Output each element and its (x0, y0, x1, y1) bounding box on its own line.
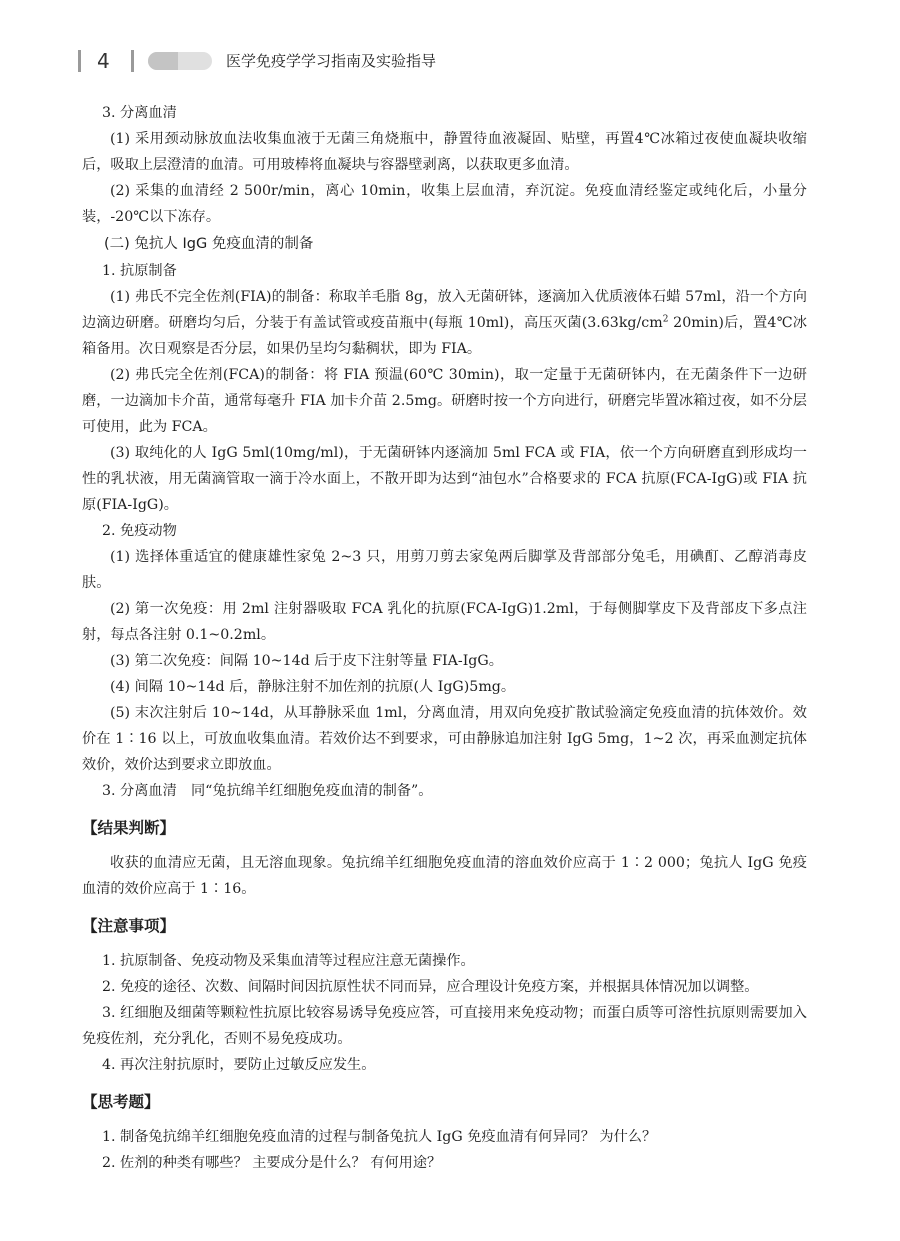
list-item: 1. 制备兔抗绵羊红细胞免疫血清的过程与制备兔抗人 IgG 免疫血清有何异同？ 为什么？ (102, 1129, 657, 1145)
paragraph: (3) 第二次免疫：间隔 10~14d 后于皮下注射等量 FIA-IgG。 (110, 653, 503, 669)
results-heading: 【结果判断】 (82, 819, 176, 837)
paragraph: (5) 末次注射后 10~14d，从耳静脉采血 1ml，分离血清，用双向免疫扩散试验滴定免疫血清的抗体效价。效价在 1∶16 以上，可放血收集血清。若效价达不到要求，可由静脉追加注射 IgG 5mg，1~2 次，再采血测定抗体效价，效价达到要求立即放血。 (82, 705, 807, 773)
list-item: 2. 佐剂的种类有哪些？ 主要成分是什么？ 有何用途？ (102, 1155, 442, 1171)
subsection-heading: 2. 免疫动物 (102, 523, 177, 539)
paragraph: (2) 第一次免疫：用 2ml 注射器吸取 FCA 乳化的抗原(FCA-IgG)1.2ml，于每侧脚掌皮下及背部皮下多点注射，每点各注射 0.1~0.2ml。 (82, 601, 807, 643)
subsection-heading: 3. 分离血清 (102, 105, 177, 121)
questions-heading: 【思考题】 (82, 1093, 160, 1111)
paragraph (82, 284, 807, 362)
paragraph: (3) 取纯化的人 IgG 5ml(10mg/ml)，于无菌研钵内逐滴加 5ml FCA 或 FIA，依一个方向研磨直到形成均一性的乳状液，用无菌滴管取一滴于冷水面上，不散开即为达到“油包水”合格要求的 FCA 抗原(FCA-IgG)或 FIA 抗原(FIA-IgG)。 (82, 445, 807, 513)
book-title: 医学免疫学学习指南及实验指导 (226, 52, 437, 70)
superscript: 2 (662, 314, 669, 325)
list-item: 4. 再次注射抗原时，要防止过敏反应发生。 (102, 1057, 376, 1073)
paragraph: 收获的血清应无菌，且无溶血现象。兔抗绵羊红细胞免疫血清的溶血效价应高于 1∶2 000；兔抗人 IgG 免疫血清的效价应高于 1∶16。 (82, 855, 807, 897)
paragraph-text: 20min)后，置4℃冰箱备用。次日观察是否分层，如果仍呈均匀黏稠状，即为 FIA。 (82, 315, 807, 357)
paragraph: (1) 采用颈动脉放血法收集血液于无菌三角烧瓶中，静置待血液凝固、贴壁，再置4℃冰箱过夜使血凝块收缩后，吸取上层澄清的血清。可用玻棒将血凝块与容器壁剥离，以获取更多血清。 (82, 131, 807, 173)
page-number: 4 (97, 49, 110, 73)
list-item: 1. 抗原制备、免疫动物及采集血清等过程应注意无菌操作。 (102, 953, 475, 969)
paragraph: (2) 采集的血清经 2 500r/min，离心 10min，收集上层血清，弃沉淀。免疫血清经鉴定或纯化后，小量分装，-20℃以下冻存。 (82, 183, 807, 225)
subsection-heading: 3. 分离血清 同“兔抗绵羊红细胞免疫血清的制备”。 (102, 783, 433, 799)
paragraph: (2) 弗氏完全佐剂(FCA)的制备：将 FIA 预温(60℃ 30min)，取一定量于无菌研钵内，在无菌条件下一边研磨，一边滴加卡介苗，通常每毫升 FIA 加卡介苗 2.5mg。研磨时按一个方向进行，研磨完毕置冰箱过夜，如不分层可使用，此为 FCA。 (82, 367, 807, 435)
header-divider (131, 50, 134, 72)
header-decoration (148, 52, 212, 70)
list-item: 3. 红细胞及细菌等颗粒性抗原比较容易诱导免疫应答，可直接用来免疫动物；而蛋白质等可溶性抗原则需要加入免疫佐剂，充分乳化，否则不易免疫成功。 (82, 1005, 807, 1047)
paragraph-text: (1) 弗氏不完全佐剂(FIA)的制备：称取羊毛脂 8g，放入无菌研钵，逐滴加入优质液体石蜡 57ml，沿一个方向边滴边研磨。研磨均匀后，分装于有盖试管或疫苗瓶中(每瓶 10ml)，高压灭菌(3.63kg/cm (82, 289, 807, 331)
paragraph: (1) 选择体重适宜的健康雄性家兔 2~3 只，用剪刀剪去家兔两后脚掌及背部部分兔毛，用碘酊、乙醇消毒皮肤。 (82, 549, 807, 591)
page-header (0, 46, 900, 76)
list-item: 2. 免疫的途径、次数、间隔时间因抗原性状不同而异，应合理设计免疫方案，并根据具体情况加以调整。 (102, 979, 759, 995)
page-content (82, 100, 807, 1176)
paragraph: (4) 间隔 10~14d 后，静脉注射不加佐剂的抗原(人 IgG)5mg。 (110, 679, 516, 695)
subsection-heading: 1. 抗原制备 (102, 263, 177, 279)
notes-heading: 【注意事项】 (82, 917, 176, 935)
header-divider (78, 50, 81, 72)
section-subtitle: (二) 兔抗人 IgG 免疫血清的制备 (104, 236, 314, 252)
